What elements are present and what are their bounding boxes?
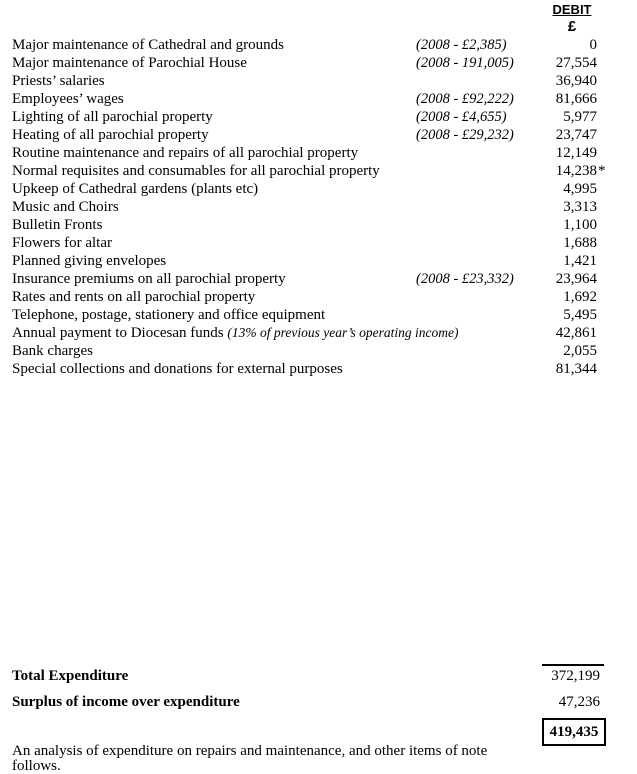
expense-row [12, 198, 612, 216]
expense-label [12, 108, 213, 126]
expense-label-text: Flowers for altar [12, 235, 112, 251]
expense-amount: 2,055 [563, 343, 597, 359]
surplus-label: Surplus of income over expenditure [12, 694, 240, 710]
total-expenditure-amount: 372,199 [551, 668, 600, 684]
expense-label [12, 324, 458, 342]
total-expenditure-label: Total Expenditure [12, 668, 129, 684]
expense-amount: 5,495 [563, 307, 597, 323]
expense-row [12, 126, 612, 144]
debit-column-header: DEBIT [552, 2, 592, 17]
expense-amount: 81,344 [555, 361, 597, 377]
grand-total-box: 419,435 [542, 718, 606, 746]
expense-amount: 4,995 [563, 181, 597, 197]
expense-label [12, 162, 380, 180]
expense-inline-note: (13% of previous year’s operating income) [227, 325, 459, 340]
expense-label [12, 198, 119, 216]
expense-label [12, 342, 93, 360]
expense-label-text: Special collections and donations for external purposes [12, 361, 343, 377]
expense-amount: 27,554 [555, 55, 597, 71]
expense-row [12, 306, 612, 324]
expense-label [12, 180, 258, 198]
expense-row [12, 36, 612, 54]
footnote-asterisk: * [598, 163, 606, 179]
expense-label-text: Bulletin Fronts [12, 217, 103, 233]
expense-row [12, 288, 612, 306]
expense-row [12, 162, 612, 180]
total-expenditure-row [12, 666, 612, 686]
expense-label [12, 234, 112, 252]
expense-label [12, 270, 286, 288]
expense-label-text: Music and Choirs [12, 199, 119, 215]
expense-label-text: Telephone, postage, stationery and office equipment [12, 307, 326, 323]
expense-label-text: Planned giving envelopes [12, 253, 167, 269]
expense-row [12, 270, 612, 288]
expense-row [12, 54, 612, 72]
expense-row [12, 144, 612, 162]
prior-year-note: (2008 - £2,385) [416, 37, 507, 53]
expense-amount: 1,421 [563, 253, 597, 269]
prior-year-note: (2008 - £92,222) [416, 91, 514, 107]
expense-row [12, 216, 612, 234]
expense-amount: 3,313 [563, 199, 597, 215]
expense-amount: 14,238 [555, 163, 597, 179]
expense-row [12, 234, 612, 252]
expense-label-text: Heating of all parochial property [12, 127, 209, 143]
expense-label [12, 90, 124, 108]
expense-amount: 36,940 [555, 73, 597, 89]
expense-row [12, 72, 612, 90]
expense-amount: 1,692 [563, 289, 597, 305]
expense-row [12, 360, 612, 378]
expense-amount: 5,977 [563, 109, 597, 125]
cut-off-footer-text: An analysis of expenditure on repairs and maintenance, and other items of note follows. [12, 743, 488, 774]
expense-row [12, 252, 612, 270]
expense-amount: 0 [589, 37, 597, 53]
expense-label-text: Lighting of all parochial property [12, 109, 213, 125]
prior-year-note: (2008 - £29,232) [416, 127, 514, 143]
expense-amount: 42,861 [555, 325, 597, 341]
expense-label-text: Rates and rents on all parochial property [12, 289, 256, 305]
expense-label-text: Annual payment to Diocesan funds [12, 325, 224, 341]
expense-label [12, 54, 247, 72]
expense-label-text: Priests’ salaries [12, 73, 105, 89]
expense-label-text: Upkeep of Cathedral gardens (plants etc) [12, 181, 259, 197]
expense-label [12, 36, 284, 54]
expense-label [12, 252, 166, 270]
expense-amount: 1,688 [563, 235, 597, 251]
surplus-row [12, 692, 612, 712]
expense-label-text: Employees’ wages [12, 91, 124, 107]
expense-label-text: Major maintenance of Parochial House [12, 55, 247, 71]
expense-label-text: Normal requisites and consumables for all parochial property [12, 163, 380, 179]
expense-amount: 1,100 [563, 217, 597, 233]
expense-label-text: Routine maintenance and repairs of all parochial property [12, 145, 359, 161]
expense-amount: 23,964 [555, 271, 597, 287]
expense-label [12, 216, 102, 234]
prior-year-note: (2008 - £23,332) [416, 271, 514, 287]
expense-row [12, 180, 612, 198]
expense-label [12, 288, 255, 306]
currency-symbol: £ [567, 18, 577, 35]
expense-amount: 81,666 [555, 91, 597, 107]
prior-year-note: (2008 - 191,005) [416, 55, 514, 71]
expense-label-text: Insurance premiums on all parochial property [12, 271, 286, 287]
expense-amount: 12,149 [555, 145, 597, 161]
expense-label [12, 306, 325, 324]
surplus-amount: 47,236 [558, 694, 600, 710]
prior-year-note: (2008 - £4,655) [416, 109, 507, 125]
expense-row [12, 342, 612, 360]
expense-label-text: Bank charges [12, 343, 93, 359]
expense-row [12, 108, 612, 126]
expense-label [12, 144, 358, 162]
expense-row [12, 324, 612, 342]
expenditure-list [12, 36, 612, 378]
expense-amount: 23,747 [555, 127, 597, 143]
expense-label-text: Major maintenance of Cathedral and grounds [12, 37, 284, 53]
expense-label [12, 126, 209, 144]
expense-label [12, 72, 105, 90]
expense-row [12, 90, 612, 108]
expense-label [12, 360, 343, 378]
